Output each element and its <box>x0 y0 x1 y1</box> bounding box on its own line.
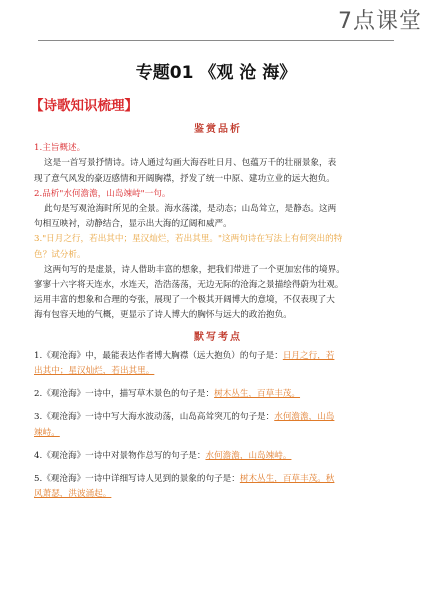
question-1-text-line: 这是一首写景抒情诗。诗人通过勾画大海吞吐日月、包蕴万千的壮丽景象，表 <box>44 158 337 169</box>
dictation-question: 4.《观沧海》一诗中对景物作总写的句子是： <box>34 450 206 461</box>
question-2-text-line: 此句是写观沧海时所见的全景。海水荡漾，是动态；山岛耸立，是静态。这两 <box>44 204 337 215</box>
question-3-text-line: 这两句写的是虚景，诗人借助丰富的想象，把我们带进了一个更加宏伟的境界。 <box>44 264 345 275</box>
question-3-text-line: 运用丰富的想象和合理的夸张，展现了一个极其开阔博大的意境，不仅表现了大 <box>34 295 335 306</box>
dictation-answer: 出其中；星汉灿烂，若出其里。 <box>34 366 155 377</box>
dictation-answer: 水何澹澹，山岛 <box>274 412 335 423</box>
dictation-item <box>34 472 402 502</box>
dictation-item <box>34 349 402 379</box>
dictation-question: 1.《观沧海》中，最能表达作者博大胸襟（远大抱负）的句子是： <box>34 350 283 361</box>
document-body <box>34 122 402 510</box>
dictation-item <box>34 410 402 440</box>
question-2-text-line: 句相互映衬，动静结合，显示出大海的辽阔和威严。 <box>34 219 232 230</box>
question-3-text-line: 海有包容天地的气概，更显示了诗人博大的胸怀与远大的政治抱负。 <box>34 310 292 321</box>
section-banner: 【诗歌知识梳理】 <box>30 98 138 114</box>
dictation-answer: 日月之行，若 <box>282 350 335 361</box>
dictation-answer: 竦峙。 <box>34 427 60 438</box>
dictation-answer: 树木丛生，百草丰茂。 <box>214 389 301 400</box>
appreciation-heading: 鉴赏品析 <box>194 124 242 135</box>
page-title: 专题01 《观 沧 海》 <box>135 63 297 83</box>
question-1-label: 1.主旨概述。 <box>34 143 86 154</box>
dictation-item <box>34 387 402 402</box>
dictation-question: 2.《观沧海》一诗中，描写草木景色的句子是： <box>34 389 215 400</box>
dictation-answer: 风萧瑟，洪波涌起。 <box>34 489 112 500</box>
dictation-heading: 默写考点 <box>194 331 242 343</box>
dictation-question: 3.《观沧海》一诗中写大海水波动荡，山岛高耸突兀的句子是： <box>34 412 275 423</box>
header-divider <box>38 40 394 41</box>
question-1-text-line: 现了意气风发的豪迈感情和开阔胸襟，抒发了统一中原、建功立业的远大抱负。 <box>34 173 335 184</box>
question-3-label: 3."日月之行，若出其中；星汉灿烂，若出其里。"这两句诗在写法上有何突出的特 <box>34 234 343 245</box>
dictation-item <box>34 449 402 464</box>
dictation-question: 5.《观沧海》一诗中详细写诗人见到的景象的句子是： <box>34 474 240 485</box>
question-3-text-line: 寥寥十六字将天连水，水连天，浩浩荡荡，无边无际的沧海之景描绘得蔚为壮观。 <box>34 280 344 291</box>
question-2-label: 2.品析"水何澹澹，山岛竦峙"一句。 <box>34 188 171 199</box>
dictation-answer: 水何澹澹，山岛竦峙。 <box>205 450 292 461</box>
dictation-answer: 树木丛生，百草丰茂。秋 <box>239 474 335 485</box>
question-3-label: 色？试分析。 <box>34 249 86 260</box>
brand-logo: 7点课堂 <box>338 9 422 34</box>
